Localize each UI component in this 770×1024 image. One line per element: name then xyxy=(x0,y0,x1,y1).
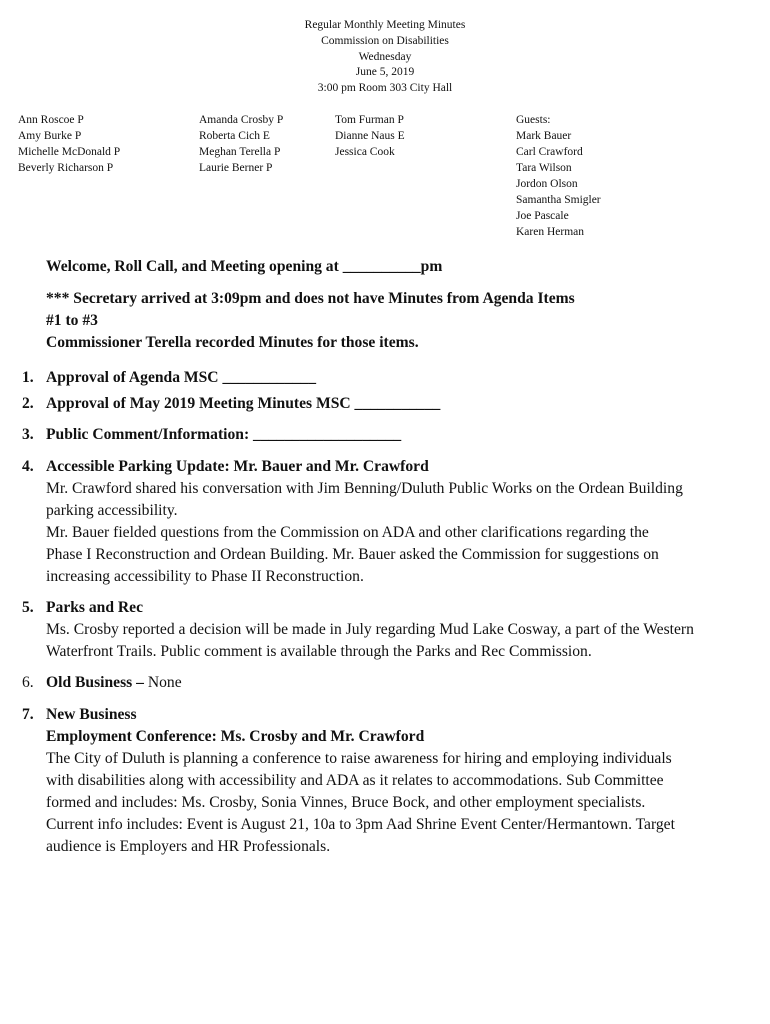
old-business-value: None xyxy=(143,674,182,691)
attendee: Tom Furman P xyxy=(335,114,404,126)
agenda-item-3: Public Comment/Information: ___________________ xyxy=(46,426,402,443)
item-number: 5. xyxy=(22,599,34,616)
item-number: 6. xyxy=(22,674,34,691)
agenda-item-6: Old Business – None xyxy=(46,674,182,691)
item-7-text: Current info includes: Event is August 21, 10a to 3pm Aad Shrine Event Center/Hermantown. Target xyxy=(46,816,675,833)
item-7-text: formed and includes: Ms. Crosby, Sonia Vinnes, Bruce Bock, and other employment specialists. xyxy=(46,794,646,811)
attendee: Michelle McDonald P xyxy=(18,146,121,158)
secretary-note-line-1: *** Secretary arrived at 3:09pm and does not have Minutes from Agenda Items xyxy=(46,290,575,307)
guest: Jordon Olson xyxy=(516,178,578,190)
attendee: Amanda Crosby P xyxy=(199,114,284,126)
meeting-header xyxy=(0,18,770,97)
agenda-item-1: Approval of Agenda MSC ____________ xyxy=(46,369,317,386)
item-number: 3. xyxy=(22,426,34,443)
item-4-text: increasing accessibility to Phase II Reconstruction. xyxy=(46,568,364,585)
item-number: 1. xyxy=(22,369,34,386)
guest: Karen Herman xyxy=(516,226,585,238)
item-number: 4. xyxy=(22,458,34,475)
guests-list xyxy=(516,112,601,240)
attendee: Dianne Naus E xyxy=(335,130,405,142)
item-7-text: audience is Employers and HR Professionals. xyxy=(46,838,331,855)
guest: Tara Wilson xyxy=(516,162,572,174)
secretary-note-line-2: #1 to #3 xyxy=(46,312,98,329)
agenda-item-2: Approval of May 2019 Meeting Minutes MSC ___________ xyxy=(46,395,441,412)
attendee: Roberta Cich E xyxy=(199,130,270,142)
item-4-text: Phase I Reconstruction and Ordean Building. Mr. Bauer asked the Commission for suggestions on xyxy=(46,546,659,563)
attendee: Beverly Richarson P xyxy=(18,162,114,174)
opening-line: Welcome, Roll Call, and Meeting opening at __________pm xyxy=(46,258,443,275)
attendance-column-1 xyxy=(18,112,120,176)
item-number: 7. xyxy=(22,706,34,723)
item-5-text: Ms. Crosby reported a decision will be made in July regarding Mud Lake Cosway, a part of the Western xyxy=(46,621,694,638)
guest: Mark Bauer xyxy=(516,130,572,142)
attendee: Jessica Cook xyxy=(335,146,395,158)
meeting-day: Wednesday xyxy=(358,50,412,63)
attendance-column-2 xyxy=(199,112,283,176)
attendee: Ann Roscoe P xyxy=(18,114,84,126)
organization-name: Commission on Disabilities xyxy=(321,34,449,47)
item-number: 2. xyxy=(22,395,34,412)
document-title: Regular Monthly Meeting Minutes xyxy=(304,19,466,31)
agenda-item-5-title: Parks and Rec xyxy=(46,599,144,616)
attendance-column-3 xyxy=(335,112,405,160)
secretary-note-line-3: Commissioner Terella recorded Minutes for those items. xyxy=(46,334,419,351)
item-7-subtitle: Employment Conference: Ms. Crosby and Mr. Crawford xyxy=(46,728,425,745)
guest: Carl Crawford xyxy=(516,146,583,158)
guests-label: Guests: xyxy=(516,114,551,126)
item-4-text: Mr. Crawford shared his conversation with Jim Benning/Duluth Public Works on the Ordean Building xyxy=(46,480,683,497)
guest: Joe Pascale xyxy=(516,210,569,222)
agenda-item-4-title: Accessible Parking Update: Mr. Bauer and Mr. Crawford xyxy=(46,458,429,475)
item-5-text: Waterfront Trails. Public comment is available through the Parks and Rec Commission. xyxy=(46,643,592,660)
meeting-date: June 5, 2019 xyxy=(355,66,415,79)
item-7-text: with disabilities along with accessibility and ADA as it relates to accommodations. Sub Committee xyxy=(46,772,664,789)
item-7-text: The City of Duluth is planning a conference to raise awareness for hiring and employing individuals xyxy=(46,750,672,767)
attendee: Laurie Berner P xyxy=(199,162,273,174)
attendee: Meghan Terella P xyxy=(199,146,281,158)
guest: Samantha Smigler xyxy=(516,194,601,206)
meeting-time-location: 3:00 pm Room 303 City Hall xyxy=(317,82,453,95)
item-4-text: Mr. Bauer fielded questions from the Commission on ADA and other clarifications regarding the xyxy=(46,524,649,541)
item-4-text: parking accessibility. xyxy=(46,502,178,519)
agenda-item-7-title: New Business xyxy=(46,706,137,723)
attendee: Amy Burke P xyxy=(18,130,82,142)
